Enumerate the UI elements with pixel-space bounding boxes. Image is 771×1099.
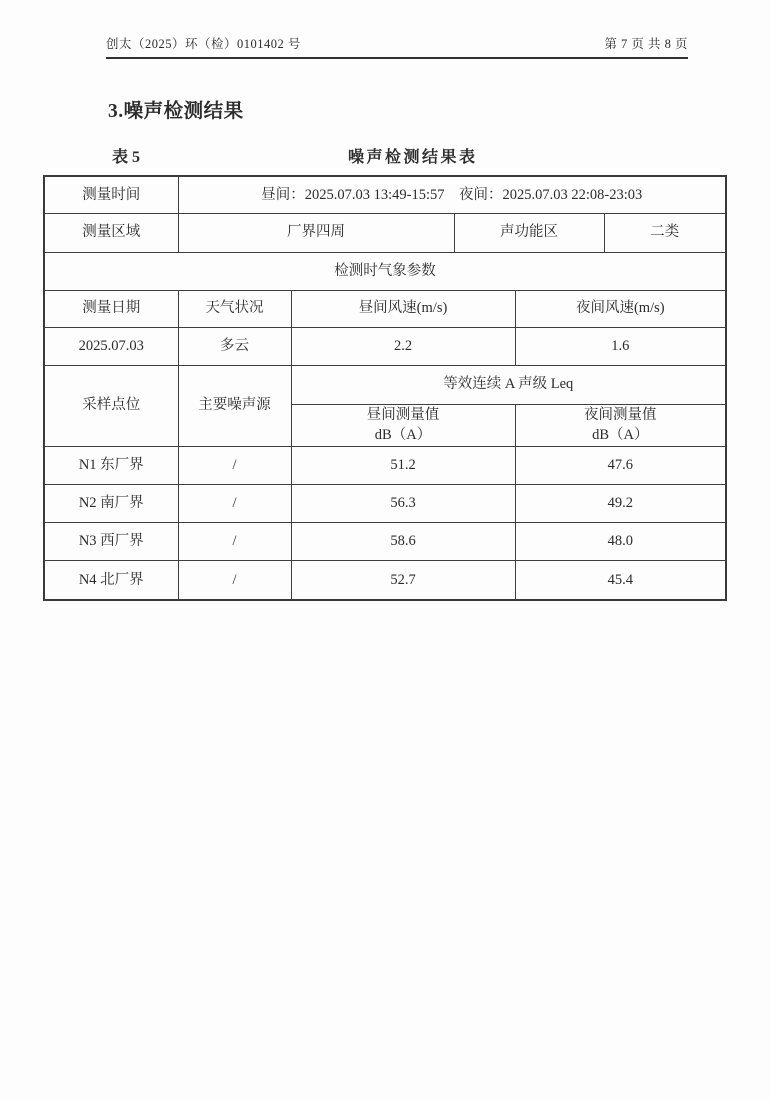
day-value: 56.3 [291,484,515,522]
sound-zone-value: 二类 [604,213,726,252]
weather-section-title: 检测时气象参数 [44,252,726,290]
leq-title: 等效连续 A 声级 Leq [291,365,726,404]
weather-night-wind-value: 1.6 [515,327,726,365]
measure-area-value: 厂界四周 [178,213,454,252]
noise-source: / [178,446,291,484]
measure-time-label: 测量时间 [44,176,178,213]
table-row [44,213,726,252]
measure-time-value: 昼间：2025.07.03 13:49-15:57 夜间：2025.07.03 22:08-23:03 [178,176,726,213]
page-header [106,34,688,59]
noise-source: / [178,522,291,560]
noise-source: / [178,484,291,522]
day-measure-unit: dB（A） [374,427,432,443]
point-name: N3 西厂界 [44,522,178,560]
sound-zone-label: 声功能区 [454,213,604,252]
day-value: 58.6 [291,522,515,560]
noise-source: / [178,560,291,600]
doc-number: 创太（2025）环（检）0101402 号 [106,37,301,51]
weather-day-wind-value: 2.2 [291,327,515,365]
point-name: N4 北厂界 [44,560,178,600]
point-name: N2 南厂界 [44,484,178,522]
table-row [44,365,726,404]
source-col-header: 主要噪声源 [178,365,291,446]
table-row [44,560,726,600]
weather-night-wind-header: 夜间风速(m/s) [515,290,726,327]
day-value: 52.7 [291,560,515,600]
point-col-header: 采样点位 [44,365,178,446]
weather-date-value: 2025.07.03 [44,327,178,365]
weather-date-header: 测量日期 [44,290,178,327]
results-table-wrap [43,175,727,601]
page-indicator: 第 7 页 共 8 页 [604,37,688,51]
table-row [44,327,726,365]
night-value: 47.6 [515,446,726,484]
night-measure-label: 夜间测量值 [584,406,657,423]
table-row [44,252,726,290]
table-row [44,446,726,484]
table-caption-label: 表 5 [112,149,141,166]
table-row [44,522,726,560]
weather-condition-value: 多云 [178,327,291,365]
weather-condition-header: 天气状况 [178,290,291,327]
table-caption-title: 噪声检测结果表 [348,149,478,166]
night-value: 49.2 [515,484,726,522]
day-measure-label: 昼间测量值 [366,406,440,423]
weather-day-wind-header: 昼间风速(m/s) [291,290,515,327]
measure-area-label: 测量区域 [44,213,178,252]
table-row [44,290,726,327]
noise-results-table [43,175,727,601]
night-measure-header [515,404,726,446]
day-measure-header [291,404,515,446]
section-title: 3.噪声检测结果 [108,101,244,122]
night-value: 45.4 [515,560,726,600]
table-row [44,484,726,522]
day-value: 51.2 [291,446,515,484]
night-measure-unit: dB（A） [592,427,649,443]
night-value: 48.0 [515,522,726,560]
point-name: N1 东厂界 [44,446,178,484]
table-row [44,176,726,213]
